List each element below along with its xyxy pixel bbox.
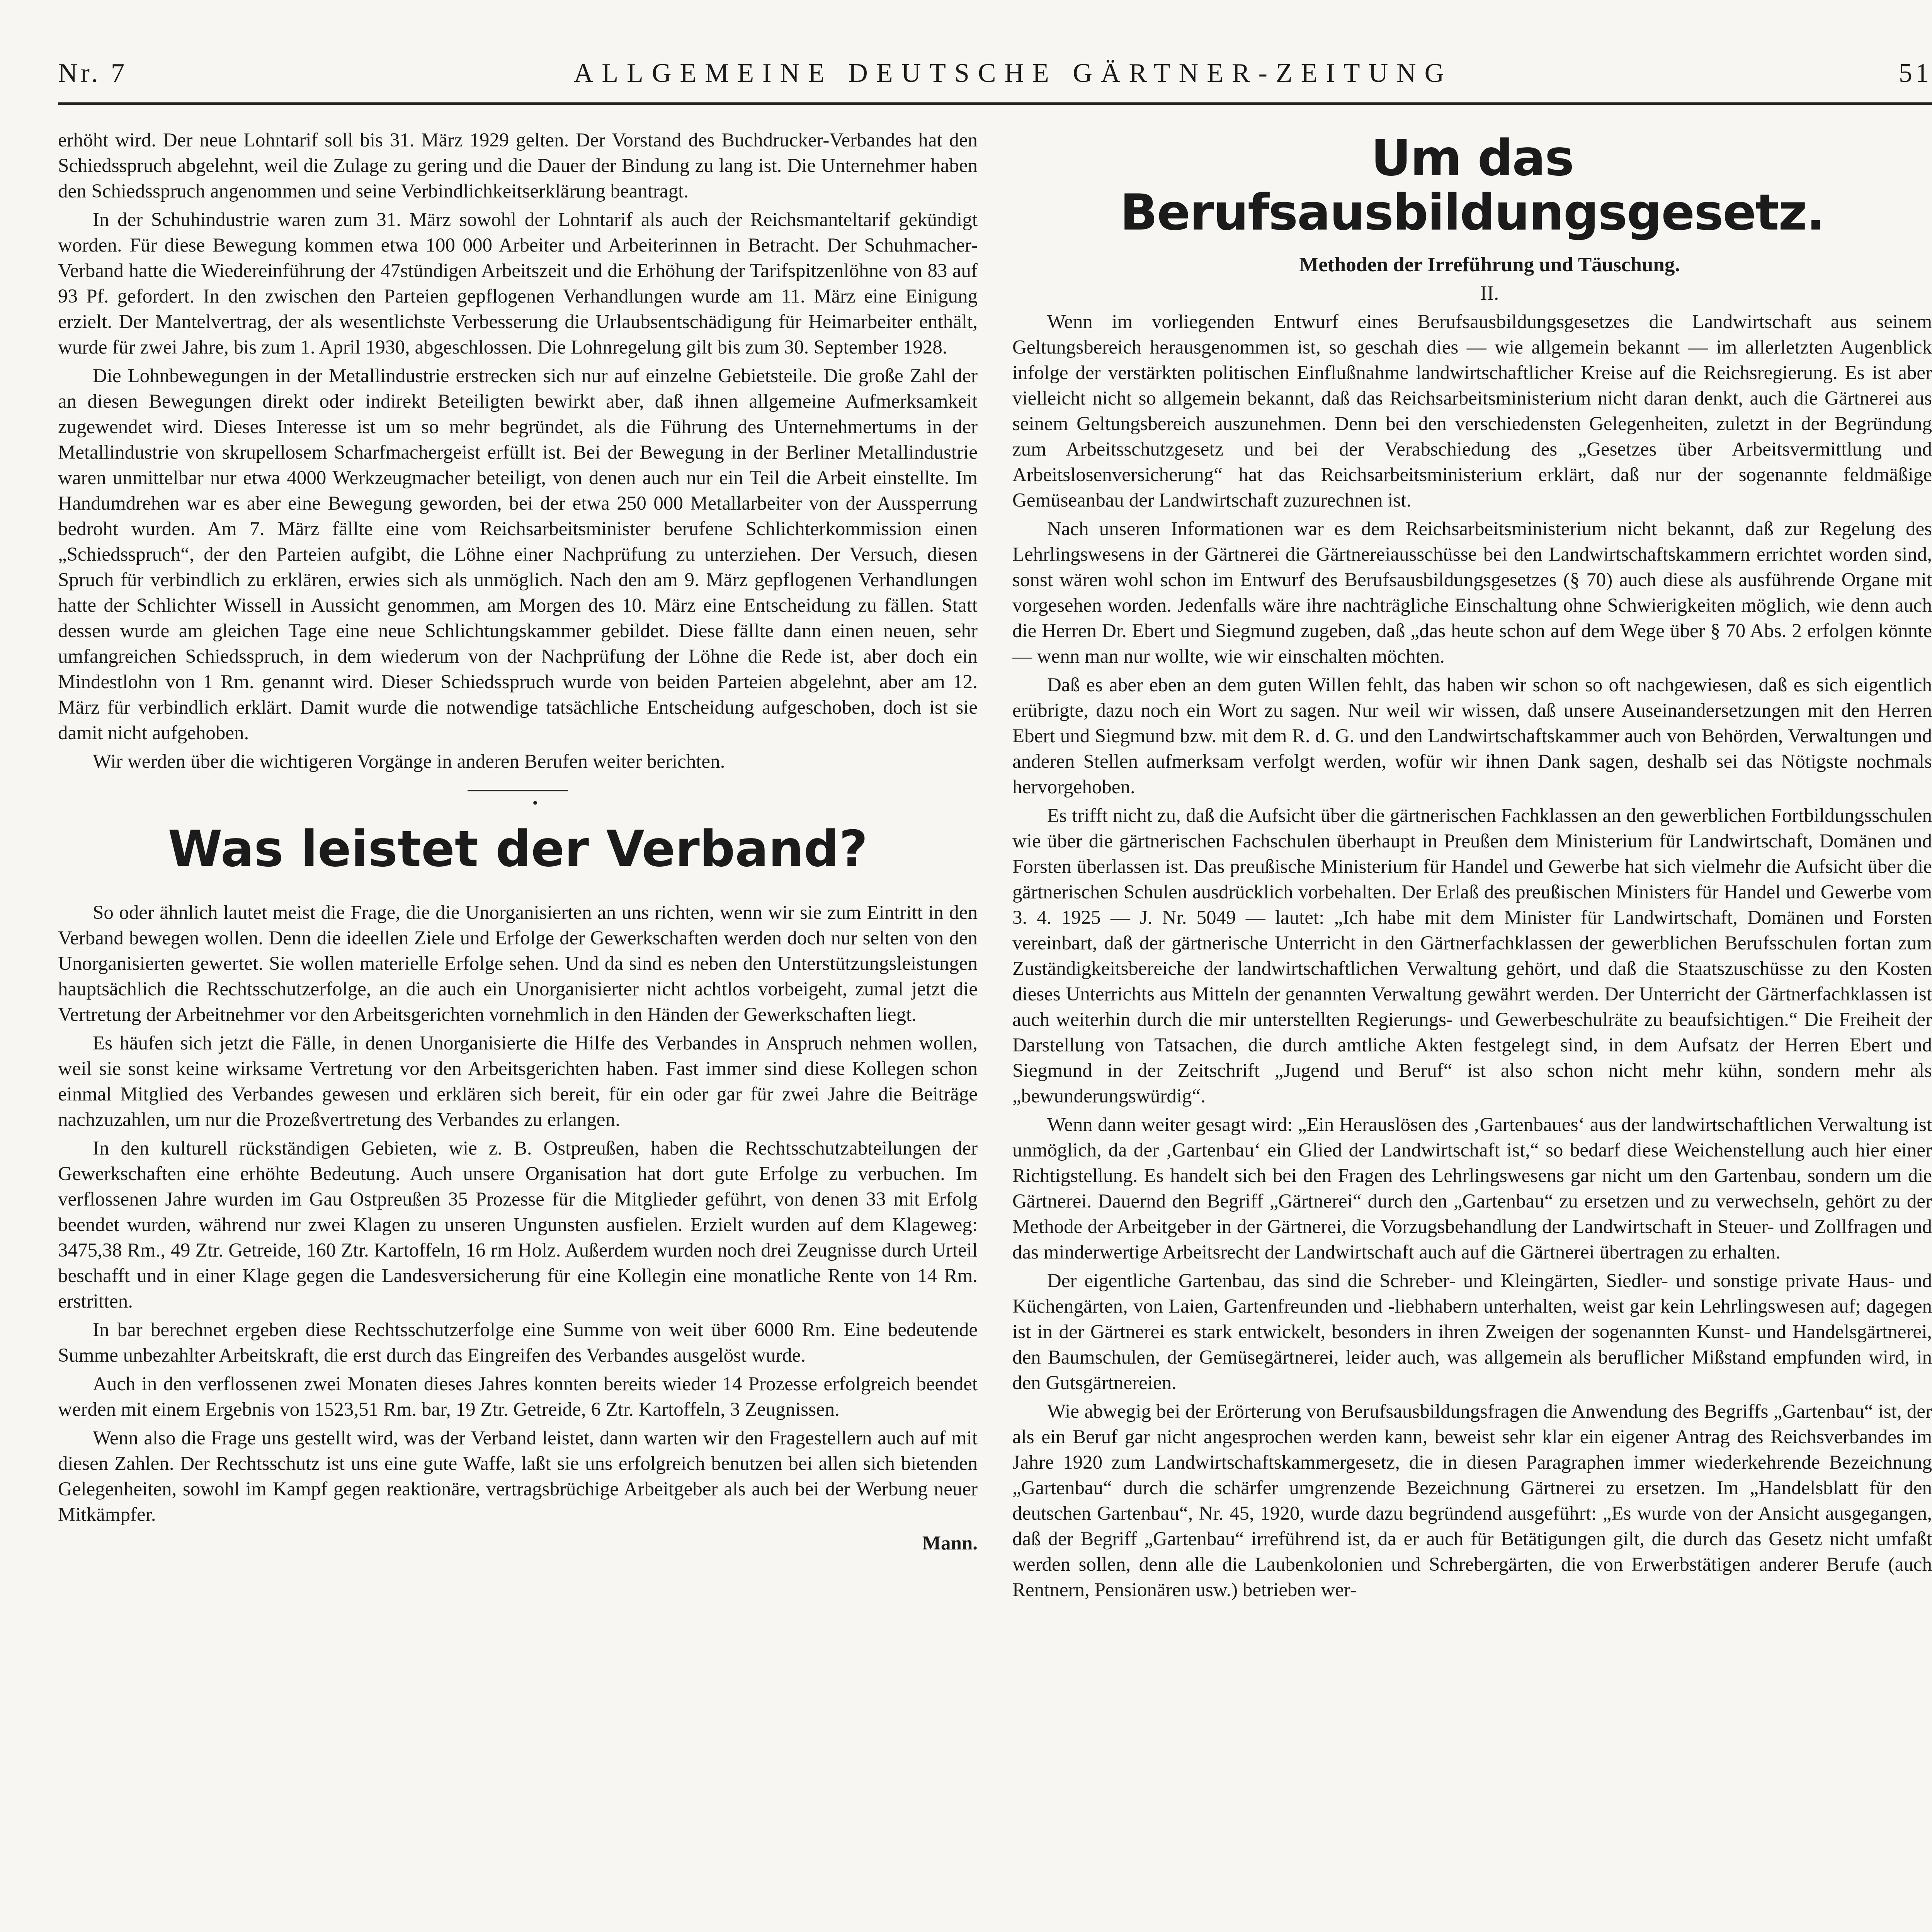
newspaper-title: ALLGEMEINE DEUTSCHE GÄRTNER-ZEITUNG <box>573 58 1453 88</box>
paragraph: Nach unseren Informationen war es dem Reichsarbeitsministerium nicht bekannt, daß zur Regelung des Lehrlingswesens in der Gärtnerei die Gärtnereiausschüsse bei den Landwirtschaftskammern errichtet worden sind, sonst wären wohl schon im Entwurf des Berufsausbildungsgesetzes (§ 70) auch diese als ausführende Organe mit vorgesehen worden. Jedenfalls wäre ihre nachträgliche Einschaltung ohne Schwierigkeiten möglich, wie denn auch die Herren Dr. Ebert und Siegmund zugeben, daß „das heute schon auf dem Wege über § 70 Abs. 2 erfolgen könnte — wenn man nur wollte, wie wir einschalten möchten. <box>1012 518 1932 667</box>
divider-ornament: • <box>532 794 538 811</box>
section-divider <box>468 790 568 791</box>
paragraph: In den kulturell rückständigen Gebieten, wie z. B. Ostpreußen, haben die Rechtsschutzabteilungen der Gewerkschaften eine erhöhte Bedeutung. Auch unsere Organisation hat dort gute Erfolge zu verbuchen. Im verflossenen Jahre wurden im Gau Ostpreußen 35 Prozesse für die Mitglieder geführt, von denen 33 mit Erfolg beendet wurden, während nur zwei Klagen zu unseren Ungunsten ausfielen. Erzielt wurden auf dem Klageweg: 3475,38 Rm., 49 Ztr. Getreide, 160 Ztr. Kartoffeln, 16 rm Holz. Außerdem wurden noch drei Zeugnisse durch Urteil beschafft und in einer Klage gegen die Landesversicherung für eine Kollegin eine monatliche Rente von 14 Rm. erstritten. <box>58 1137 978 1312</box>
left-column <box>58 128 978 1932</box>
paragraph: Auch in den verflossenen zwei Monaten dieses Jahres konnten bereits wieder 14 Prozesse erfolgreich beendet werden mit einem Ergebnis von 1523,51 Rm. bar, 19 Ztr. Getreide, 6 Ztr. Kartoffeln, 3 Zeugnissen. <box>58 1373 978 1420</box>
paragraph: erhöht wird. Der neue Lohntarif soll bis 31. März 1929 gelten. Der Vorstand des Buchdrucker-Verbandes hat den Schiedsspruch abgelehnt, weil die Zulage zu gering und die Dauer der Bindung zu lang ist. Die Unternehmer haben den Schiedsspruch angenommen und seine Verbindlichkeitserklärung beantragt. <box>58 129 978 202</box>
paragraph: Wenn im vorliegenden Entwurf eines Berufsausbildungsgesetzes die Landwirtschaft aus seinem Geltungsbereich herausgenommen ist, so geschah dies — wie allgemein bekannt — im allerletzten Augenblick infolge der verstärkten politischen Einflußnahme landwirtschaftlicher Kreise auf die Reichsregierung. Es ist aber vielleicht nicht so allgemein bekannt, daß das Reichsarbeitsministerium nicht daran denkt, auch die Gärtnerei aus seinem Geltungsbereich auszunehmen. Denn bei den verschiedensten Gelegenheiten, zuletzt in der Begründung zum Arbeitsschutzgesetz und bei der Verabschiedung des „Gesetzes über Arbeitsvermittlung und Arbeitslosenversicherung“ hat das Reichsarbeitsministerium erklärt, daß nur der sogenannte feldmäßige Gemüseanbau der Landwirtschaft zuzurechnen ist. <box>1012 311 1932 511</box>
paragraph: So oder ähnlich lautet meist die Frage, die die Unorganisierten an uns richten, wenn wir sie zum Eintritt in den Verband bewegen wollen. Denn die ideellen Ziele und Erfolge der Gewerkschaften werden doch nur selten von den Unorganisierten gewertet. Sie wollen materielle Erfolge sehen. Und da sind es neben den Unterstützungsleistungen hauptsächlich die Rechtsschutzerfolge, an die auch ein Unorganisierter nicht achtlos vorbeigeht, zumal jetzt die Vertretung der Arbeitnehmer vor den Arbeitsgerichten vornehmlich in den Händen der Gewerkschaften liegt. <box>58 901 978 1026</box>
paragraph: Wir werden über die wichtigeren Vorgänge in anderen Berufen weiter berichten. <box>93 751 725 772</box>
paragraph: Daß es aber eben an dem guten Willen fehlt, das haben wir schon so oft nachgewiesen, daß es sich eigentlich erübrigte, dazu noch ein Wort zu sagen. Nur weil wir wissen, daß unsere Auseinandersetzungen mit den Herren Ebert und Siegmund bzw. mit dem R. d. G. und den Landwirtschaftskammer auch von Behörden, Verwaltungen und anderen Stellen aufmerksam verfolgt werden, wofür wir ihnen Dank sagen, deshalb sei das Nötigste nochmals hervorgehoben. <box>1012 674 1932 798</box>
page-number: 51 <box>1898 58 1932 88</box>
author-signature: Mann. <box>922 1532 978 1554</box>
paragraph: Wenn dann weiter gesagt wird: „Ein Herauslösen des ‚Gartenbaues‘ aus der landwirtschaftlichen Verwaltung ist unmöglich, da der ‚Gartenbau‘ ein Glied der Landwirtschaft ist,“ so bedarf diese Weichenstellung auch hier einer Richtigstellung. Es handelt sich bei den Fragen des Lehrlingswesens gar nicht um den Gartenbau, sondern um die Gärtnerei. Dauernd den Begriff „Gärtnerei“ durch den „Gartenbau“ zu ersetzen und zu verwechseln, gehört zu der Methode der Arbeitgeber in der Gärtnerei, die Vorzugsbehandlung der Landwirtschaft in Steuer- und Zollfragen und das minderwertige Arbeitsrecht der Landwirtschaft auch auf die Gärtnerei übertragen zu erhalten. <box>1012 1114 1932 1263</box>
article-headline: Was leistet der Verband? <box>168 820 868 878</box>
article-headline: Um das Berufsausbildungsgesetz. <box>1120 129 1825 242</box>
paragraph: In bar berechnet ergeben diese Rechtsschutzerfolge eine Summe von weit über 6000 Rm. Eine bedeutende Summe unbezahlter Arbeitskraft, die erst durch das Eingreifen des Verbandes ausgelöst wurde. <box>58 1319 978 1366</box>
right-column <box>1012 128 1932 1932</box>
paragraph: Die Lohnbewegungen in der Metallindustrie erstrecken sich nur auf einzelne Gebietsteile. Die große Zahl der an diesen Bewegungen direkt oder indirekt Beteiligten bewirkt aber, daß ihnen allgemeine Aufmerksamkeit zugewendet wird. Dieses Interesse ist um so mehr begründet, als die Führung des Unternehmertums in der Metallindustrie von skrupellosem Scharfmachergeist erfüllt ist. Bei der Bewegung in der Berliner Metallindustrie waren unmittelbar nur etwa 4000 Werkzeugmacher beteiligt, von denen auch nur ein Teil die Arbeit einstellte. Im Handumdrehen war es aber eine Bewegung geworden, bei der etwa 250 000 Metallarbeiter von der Aussperrung bedroht wurden. Am 7. März fällte eine vom Reichsarbeitsminister berufene Schlichterkommission einen „Schiedsspruch“, der den Parteien aufgibt, die Löhne einer Nachprüfung zu unterziehen. Der Versuch, diesen Spruch für verbindlich zu erklären, erwies sich als unmöglich. Nach den am 9. März gepflogenen Verhandlungen hatte der Schlichter Wissell in Aussicht genommen, am Morgen des 10. März eine Entscheidung zu fällen. Statt dessen wurde am gleichen Tage eine neue Schlichtungskammer gebildet. Diese fällte dann einen neuen, sehr umfangreichen Schiedsspruch, in dem wiederum von der Nachprüfung der Löhne die Rede ist, aber doch ein Mindestlohn von 1 Rm. genannt wird. Dieser Schiedsspruch wurde von beiden Parteien abgelehnt, aber am 12. März für verbindlich erklärt. Damit wurde die notwendige tatsächliche Entscheidung aufgeschoben, doch ist sie damit nicht aufgehoben. <box>58 365 978 744</box>
paragraph: Der eigentliche Gartenbau, das sind die Schreber- und Kleingärten, Siedler- und sonstige private Haus- und Küchengärten, von Laien, Gartenfreunden und -liebhabern unterhalten, weist gar kein Lehrlingswesen auf; dagegen ist in der Gärtnerei es stark entwickelt, besonders in ihren Zweigen der sogenannten Kunst- und Handelsgärtnerei, den Baumschulen, der Gemüsegärtnerei, leider auch, was allgemein als beruflicher Mißstand empfunden wird, in den Gutsgärtnereien. <box>1012 1270 1932 1394</box>
header-rule <box>58 102 1932 105</box>
issue-number: Nr. 7 <box>58 58 128 88</box>
paragraph: Es häufen sich jetzt die Fälle, in denen Unorganisierte die Hilfe des Verbandes in Anspruch nehmen wollen, weil sie sonst keine wirksame Vertretung vor den Arbeitsgerichten haben. Fast immer sind diese Kollegen schon einmal Mitglied des Verbandes gewesen und erklären sich bereit, für ein oder gar für zwei Jahre die Beiträge nachzuzahlen, um nur die Prozeßvertretung des Verbandes zu erlangen. <box>58 1032 978 1131</box>
paragraph: Wie abwegig bei der Erörterung von Berufsausbildungsfragen die Anwendung des Begriffs „Gartenbau“ ist, der als ein Beruf gar nicht angesprochen werden kann, beweist sehr klar ein eigener Antrag des Reichsverbandes im Jahre 1920 zum Landwirtschaftskammergesetz, die in diesen Paragraphen immer wiederkehrende Bezeichnung „Gartenbau“ durch die schärfer umgrenzende Bezeichnung Gärtnerei zu ersetzen. Im „Handelsblatt für den deutschen Gartenbau“, Nr. 45, 1920, wurde dazu begründend ausgeführt: „Es wurde von der Ansicht ausgegangen, daß der Begriff „Gartenbau“ irreführend ist, da er auch für Betätigungen gilt, die durch das Gesetz nicht umfaßt werden sollen, denn alle die Laubenkolonien und Schrebergärten, die von Erwerbstätigen anderer Berufe (auch Rentnern, Pensionären usw.) betrieben wer- <box>1012 1400 1932 1601</box>
paragraph: Es trifft nicht zu, daß die Aufsicht über die gärtnerischen Fachklassen an den gewerblichen Fortbildungsschulen wie über die gärtnerischen Fachschulen überhaupt in Preußen dem Ministerium für Landwirtschaft, Domänen und Forsten überlassen ist. Das preußische Ministerium für Handel und Gewerbe hat sich vielmehr die Aufsicht über die gärtnerischen Schulen ausdrücklich vorbehalten. Der Erlaß des preußischen Ministers für Handel und Gewerbe vom 3. 4. 1925 — J. Nr. 5049 — lautet: „Ich habe mit dem Minister für Landwirtschaft, Domänen und Forsten vereinbart, daß der gärtnerische Unterricht in den Gärtnerfachklassen der gewerblichen Berufsschulen fortan zum Zuständigkeitsbereiche der landwirtschaftlichen Verwaltung gehört, und daß die Staatszuschüsse zu den Kosten dieses Unterrichts aus Mitteln der genannten Verwaltung gewährt werden. Der Unterricht der Gärtnerfachklassen ist auch weiterhin durch die mir unterstellten Regierungs- und Gewerbeschulräte zu beaufsichtigen.“ Die Freiheit der Darstellung von Tatsachen, die durch amtliche Akten festgelegt sind, in dem Aufsatz der Herren Ebert und Siegmund in der Zeitschrift „Jugend und Beruf“ ist also schon nicht mehr kühn, sondern mehr als „bewunderungswürdig“. <box>1012 804 1932 1107</box>
article-subheadline: Methoden der Irreführung und Täuschung. <box>1299 253 1680 276</box>
paragraph: In der Schuhindustrie waren zum 31. März sowohl der Lohntarif als auch der Reichsmanteltarif gekündigt worden. Für diese Bewegung kommen etwa 100 000 Arbeiter und Arbeiterinnen in Betracht. Der Schuhmacher-Verband hatte die Wiedereinführung der 47stündigen Arbeitszeit und die Erhöhung der Tarifspitzenlöhne von 83 auf 93 Pf. gefordert. In den zwischen den Parteien gepflogenen Verhandlungen wurde am 11. März eine Einigung erzielt. Der Mantelvertrag, der als wesentlichste Verbesserung die Urlaubsentschädigung für Heimarbeiter enthält, wurde für zwei Jahre, bis zum 1. April 1930, abgeschlossen. Die Lohnregelung gilt bis zum 30. September 1928. <box>58 209 978 358</box>
page-header <box>58 58 1932 100</box>
paragraph: Wenn also die Frage uns gestellt wird, was der Verband leistet, dann warten wir den Fragestellern auch auf mit diesen Zahlen. Der Rechtsschutz ist uns eine gute Waffe, laßt sie uns erfolgreich benutzen bei allen sich bietenden Gelegenheiten, sowohl im Kampf gegen reaktionäre, vertragsbrüchige Arbeitgeber als auch bei der Werbung neuer Mitkämpfer. <box>58 1427 978 1526</box>
section-number: II. <box>1480 282 1499 304</box>
